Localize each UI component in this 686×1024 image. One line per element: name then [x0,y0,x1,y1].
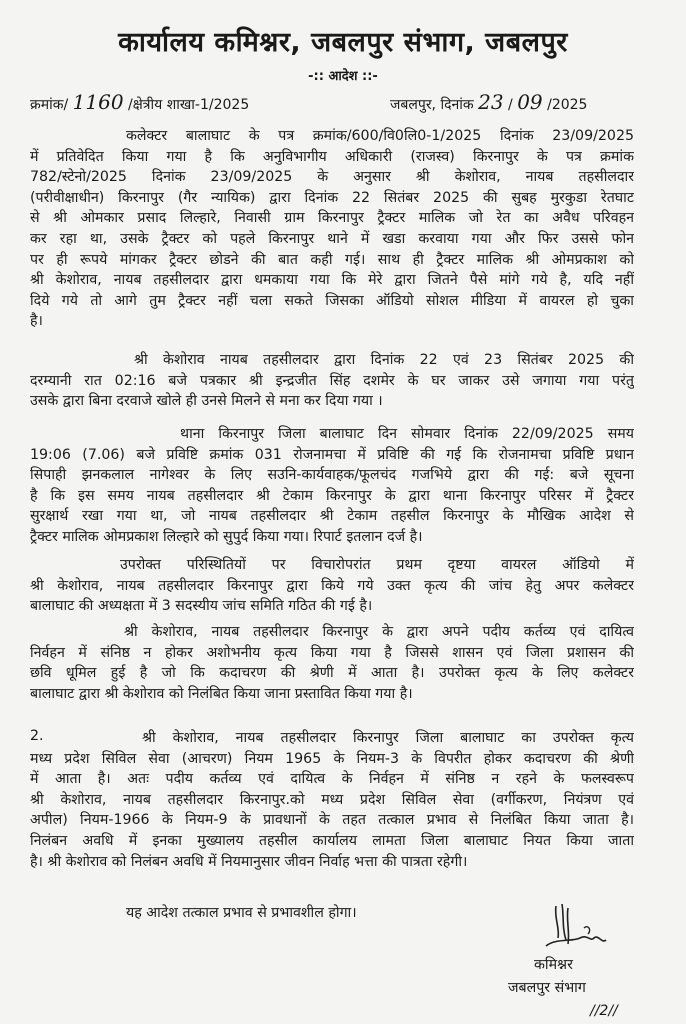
para-line: बालाघाट द्वारा श्री केशोराव को निलंबित किया जाना प्रस्तावित किया गया है। [30,685,413,702]
paragraph-2 [30,350,634,412]
para-line: उसके द्वारा बिना दरवाजे खोले ही उनसे मिलने से मना कर दिया गया । [30,393,383,410]
para-line: दिये गये तो आगे तुम ट्रैक्टर नहीं चला सकते जिसका ऑडियो सोशल मीडिया में वायरल हो चुका [30,292,634,309]
para-line: में आता है। अतः पदीय कर्तव्य एवं दायित्व के निर्वहन में संनिष्ठ न रहने के फलस्वरूप [30,771,634,788]
paragraph-1 [30,126,634,332]
closing-statement: यह आदेश तत्काल प्रभाव से प्रभावशील होगा। [126,905,357,921]
paragraph-3 [30,424,634,548]
para-line: निर्वहन में संनिष्ठ न होकर अशोभनीय कृत्य किया गया है जिससे शासन एवं जिला प्रशासन की [30,644,634,661]
para-line: श्री केशोराव, नायब तहसीलदार द्वारा धमकाया गया कि मेरे द्वारा जितने पैसे मांगे गये है, यदि नहीं [30,272,634,289]
para-line: है। श्री केशोराव को निलंबन अवधि में नियमानुसार जीवन निर्वाह भत्ता की पात्रता रहेगी। [30,853,468,870]
para-line: (परीवीक्षाधीन) किरनापुर (गैर न्यायिक) द्वारा दिनांक 22 सितंबर 2025 की सुबह मुरकुडा रेतघाट [30,189,634,206]
paragraph-5 [30,622,634,704]
place-date-label: जबलपुर, दिनांक [390,97,474,113]
para-line: है। [30,313,43,330]
date-separator: / [508,97,513,113]
signatory-designation: कमिश्नर [534,957,573,973]
para-line: निलंबन अवधि में इनका मुख्यालय तहसील कार्यालय लामता जिला बालाघाट नियत किया जाता [30,832,634,849]
office-title: कार्यालय कमिश्नर, जबलपुर संभाग, जबलपुर [118,27,568,58]
branch-reference: /क्षेत्रीय शाखा-1/2025 [128,97,250,113]
para-line: श्री केशोराव, नायब तहसीलदार किरनापुर के द्वारा अपने पदीय कर्तव्य एवं दायित्व [124,624,634,640]
place-date-line [390,90,587,114]
para-line: बालाघाट की अध्यक्षता में 3 सदस्यीय जांच समिति गठित की गई है। [30,598,373,615]
order-heading: -:: आदेश ::- [308,69,378,84]
para-line: सुरक्षार्थ रखा गया था, जो नायब तहसीलदार श्री टेकाम तहसील किरनापुर के मौखिक आदेश से [30,508,634,525]
para-line: थाना किरनापुर जिला बालाघाट दिन सोमवार दिनांक 22/09/2025 समय [180,426,634,442]
date-day: 23 [478,90,504,114]
para-line: उपरोक्त परिस्थितियों पर विचारोपरांत प्रथम दृष्टया वायरल ऑडियो में [120,557,634,573]
order-number-label: क्रमांक/ [30,97,69,113]
para-line: मध्य प्रदेश सिविल सेवा (आचरण) नियम 1965 के नियम-3 के विपरीत होकर कदाचरण की श्रेणी [30,750,634,767]
para-line: में प्रतिवेदित किया गया है कि अनुविभागीय अधिकारी (राजस्व) किरनापुर के पत्र क्रमांक [30,148,634,165]
signatory-office: जबलपुर संभाग [508,980,586,996]
paragraph-4 [30,555,634,617]
para-line: श्री केशोराव, नायब तहसीलदार किरनापुर.को मध्य प्रदेश सिविल सेवा (वर्गीकरण, नियंत्रण एवं [30,791,634,808]
para-line: सिपाही झनकलाल नागेश्वर के लिए सउनि-कार्यवाहक/फूलचंद गजभिये द्वारा की गई: बजे सूचना [30,467,634,484]
para-line: ट्रैक्टर मालिक ओमप्रकाश लिल्हारे को सुपुर्द किया गया। रिपार्ट इतलान दर्ज है। [30,528,423,545]
date-month: 09 [517,90,543,114]
handwritten-signature [536,898,616,958]
para-line: श्री केशोराव, नायब तहसीलदार किरनापुर द्वारा किये गये उक्त कृत्य की जांच हेतु अपर कलेक्टर [30,577,634,594]
order-number-line [30,90,249,114]
para-line: छवि धूमिल हुई है जो कि कदाचरण की श्रेणी में आता है। उपरोक्त कृत्य के लिए कलेक्टर [30,665,634,682]
date-year: /2025 [547,97,588,113]
order-number: 1160 [72,90,124,114]
para-line: कलेक्टर बालाघाट के पत्र क्रमांक/600/वि0लि0-1/2025 दिनांक 23/09/2025 [126,128,634,144]
para-line: कर रहा था, उसके ट्रैक्टर को पहले किरनापुर थाने में खडा करवाया गया और फिर उससे फोन [30,230,634,247]
para-line: है कि इस समय नायब तहसीलदार श्री टेकाम किरनापुर के द्वारा थाना किरनापुर परिसर में ट्रैक्टर [30,487,634,504]
para-line: दरम्यानी रात 02:16 बजे पत्रकार श्री इन्द्रजीत सिंह दशमेर के घर जाकर उसे जगाया गया परंतु [30,372,634,389]
paragraph-number: 2. [30,728,44,744]
para-line: 19:06 (7.06) बजे प्रविष्टि क्रमांक 031 रोजनामचा में प्रविष्टि की गई कि रोजनामचा प्रविष्टि प्रधान [30,446,634,463]
para-line: श्री केशोराव नायब तहसीलदार द्वारा दिनांक 22 एवं 23 सितंबर 2025 की [134,352,634,368]
para-line: 782/स्टेनो/2025 दिनांक 23/09/2025 के अनुसार श्री केशोराव, नायब तहसीलदार [30,169,634,186]
para-line: अपील) नियम-1966 के नियम-9 के प्रावधानों के तहत तत्काल प्रभाव से निलंबित किया जाता है। [30,812,634,829]
para-line: श्री केशोराव, नायब तहसीलदार किरनापुर जिला बालाघाट का उपरोक्त कृत्य [142,730,634,746]
paragraph-6 [30,728,634,872]
para-line: पर ही रूपये मांगकर ट्रैक्टर छोडने की बात कही गई। साथ ही ट्रैक्टर मालिक श्री ओमप्रकाश को [30,251,634,268]
page-marker: //2// [590,1003,618,1019]
para-line: से श्री ओमकार प्रसाद लिल्हारे, निवासी ग्राम किरनापुर ट्रैक्टर मालिक जो रेत का अवैध परिवहन [30,210,634,227]
